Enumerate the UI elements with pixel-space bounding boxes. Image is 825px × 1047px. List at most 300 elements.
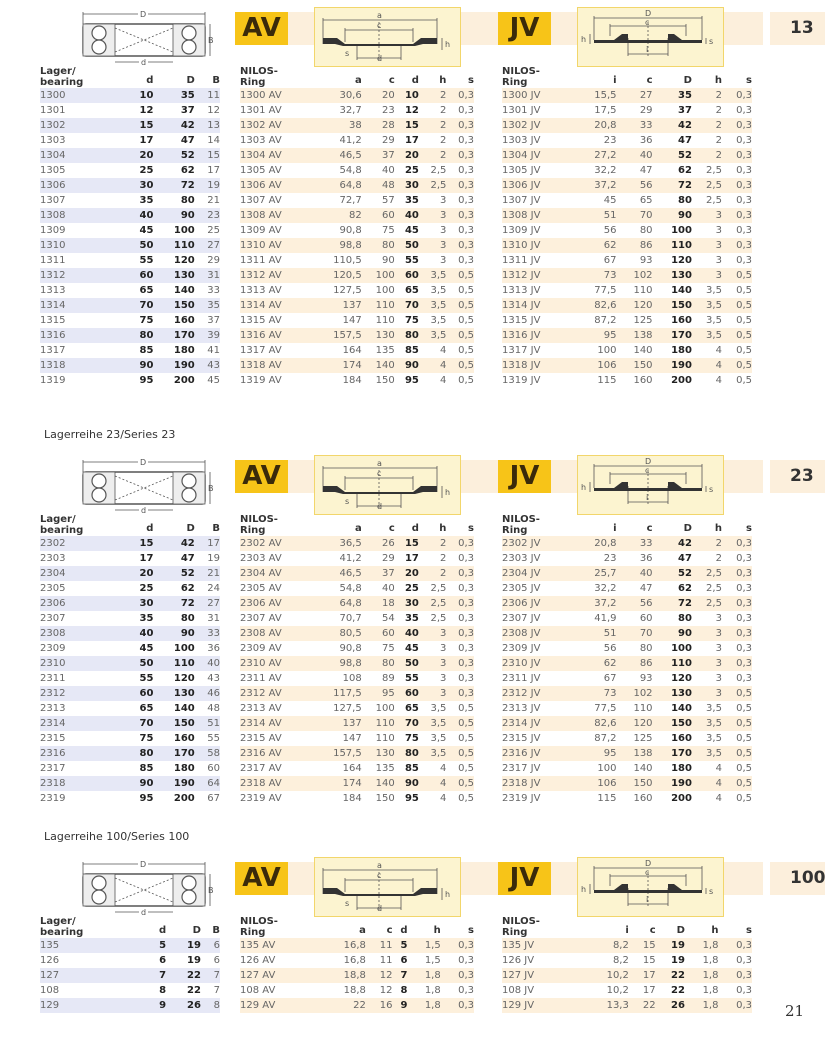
table-cell: 110 xyxy=(633,703,653,714)
table-cell: 3 xyxy=(440,195,447,206)
table-cell: 2303 AV xyxy=(240,553,282,564)
table-cell: 0,5 xyxy=(446,776,474,791)
col-header-designation: NILOS- Ring xyxy=(240,66,278,88)
table-row xyxy=(502,178,752,193)
table-row xyxy=(502,968,752,983)
table-cell: 12 xyxy=(366,968,393,983)
table-cell: 95 xyxy=(362,686,395,701)
table-cell: 42 xyxy=(153,118,194,133)
table-cell: 2 xyxy=(440,553,447,564)
table-cell: 51 xyxy=(575,626,617,641)
table-cell: 140 xyxy=(633,763,653,774)
table-cell: 2,5 xyxy=(430,613,447,624)
table-cell: 147 xyxy=(342,733,362,744)
table-cell: 15 xyxy=(126,118,154,133)
table-cell: 4 xyxy=(715,793,722,804)
svg-text:c: c xyxy=(645,18,650,27)
table-cell: 160 xyxy=(173,733,195,744)
table-cell: 3 xyxy=(440,255,447,266)
table-cell: 1319 AV xyxy=(240,375,282,386)
table-cell: 160 xyxy=(173,315,195,326)
table-cell: 1304 AV xyxy=(240,148,312,163)
table-cell: 3 xyxy=(692,626,722,641)
jv-ring-diagram-icon xyxy=(578,456,723,514)
table-cell: 8 xyxy=(400,985,408,996)
table-row xyxy=(40,791,220,806)
table-cell: 75 xyxy=(404,733,419,744)
table-cell: 30 xyxy=(395,596,419,611)
col-header: d xyxy=(400,925,408,936)
table-cell: 2308 AV xyxy=(240,626,312,641)
table-cell: 1306 JV xyxy=(502,178,575,193)
page-number: 21 xyxy=(785,1002,805,1020)
table-cell: 98,8 xyxy=(312,238,362,253)
table-cell: 140 xyxy=(633,345,653,356)
table-cell: 0,3 xyxy=(736,985,752,996)
table-cell: 2 xyxy=(715,135,722,146)
table-cell: 150 xyxy=(153,298,194,313)
table-cell: 5 xyxy=(148,938,166,953)
col-header: s xyxy=(746,523,752,534)
table-cell: 40 xyxy=(382,583,395,594)
svg-text:s: s xyxy=(709,485,714,494)
table-cell: 106 xyxy=(575,776,617,791)
table-row xyxy=(40,88,220,103)
svg-text:D: D xyxy=(140,458,147,467)
table-cell: 100 xyxy=(173,643,195,654)
table-row xyxy=(240,968,474,983)
table-row xyxy=(240,671,474,686)
table-cell: 8 xyxy=(201,998,220,1013)
svg-text:d: d xyxy=(377,502,383,511)
table-cell: 3 xyxy=(715,613,722,624)
table-cell: 45 xyxy=(404,225,419,236)
table-cell: 102 xyxy=(617,268,653,283)
table-cell: 12 xyxy=(404,105,419,116)
table-cell: 93 xyxy=(639,255,653,266)
table-cell: 2316 xyxy=(40,746,126,761)
table-cell: 16,8 xyxy=(319,938,366,953)
table-cell: 2,5 xyxy=(706,165,722,176)
table-cell: 100 xyxy=(597,763,617,774)
table-row xyxy=(240,253,474,268)
svg-text:i: i xyxy=(646,493,649,502)
table-cell: 40 xyxy=(126,626,154,641)
table-row xyxy=(40,983,220,998)
av-ring-diagram-icon xyxy=(315,456,460,514)
table-cell: 23 xyxy=(382,105,395,116)
table-row xyxy=(40,761,220,776)
table-cell: 19 xyxy=(187,955,201,966)
table-cell: 22 xyxy=(656,968,685,983)
table-row xyxy=(502,253,752,268)
table-cell: 54,8 xyxy=(339,583,362,594)
table-cell: 1,8 xyxy=(407,968,440,983)
table-cell: 13,3 xyxy=(582,998,629,1013)
table-cell: 93 xyxy=(639,673,653,684)
table-cell: 1300 xyxy=(40,88,126,103)
svg-text:d: d xyxy=(377,54,383,63)
table-cell: 2314 AV xyxy=(240,716,312,731)
table-cell: 36,5 xyxy=(312,536,362,551)
table-cell: 72,7 xyxy=(339,195,362,206)
table-row xyxy=(40,953,220,968)
table-cell: 80 xyxy=(395,328,419,343)
table-cell: 9 xyxy=(148,998,166,1013)
svg-text:s: s xyxy=(345,49,350,58)
table-cell: 2 xyxy=(440,105,447,116)
table-cell: 1311 AV xyxy=(240,255,282,266)
table-cell: 1309 AV xyxy=(240,225,282,236)
table-cell: 3,5 xyxy=(692,328,722,343)
table-cell: 129 xyxy=(40,998,148,1013)
table-cell: 170 xyxy=(653,328,692,343)
table-row xyxy=(240,641,474,656)
table-cell: 0,5 xyxy=(722,298,752,313)
bearing-table xyxy=(40,514,220,806)
table-row xyxy=(40,776,220,791)
table-cell: 12 xyxy=(139,105,154,116)
table-cell: 27 xyxy=(195,596,220,611)
table-cell: 85 xyxy=(139,345,154,356)
table-cell: 6 xyxy=(201,938,220,953)
table-cell: 56 xyxy=(603,225,617,236)
table-cell: 10 xyxy=(395,88,419,103)
table-cell: 4 xyxy=(440,763,447,774)
table-cell: 1318 xyxy=(40,358,126,373)
table-cell: 4 xyxy=(419,358,447,373)
svg-text:B: B xyxy=(208,886,214,895)
table-cell: 87,2 xyxy=(594,733,617,744)
table-cell: 140 xyxy=(362,776,395,791)
table-cell: 0,5 xyxy=(458,793,474,804)
table-cell: 35 xyxy=(139,613,154,624)
table-row xyxy=(40,148,220,163)
table-cell: 18,8 xyxy=(343,985,366,996)
table-cell: 1300 JV xyxy=(502,88,575,103)
table-cell: 1313 xyxy=(40,285,66,296)
table-cell: 0,3 xyxy=(458,583,474,594)
table-cell: 7 xyxy=(213,985,220,996)
jv-ring-diagram-icon xyxy=(578,858,723,916)
table-cell: 17 xyxy=(139,135,154,146)
table-row xyxy=(40,581,220,596)
table-cell: 60 xyxy=(362,626,395,641)
table-cell: 110 xyxy=(633,285,653,296)
table-row xyxy=(240,373,474,388)
table-cell: 15 xyxy=(395,118,419,133)
table-cell: 90 xyxy=(126,776,154,791)
table-cell: 102 xyxy=(617,686,653,701)
table-cell: 2309 JV xyxy=(502,643,541,654)
table-cell: 127 xyxy=(40,968,148,983)
table-cell: 140 xyxy=(173,285,195,296)
table-cell: 10 xyxy=(126,88,154,103)
table-cell: 37 xyxy=(678,105,692,116)
table-cell: 1305 JV xyxy=(502,165,541,176)
table-cell: 1300 AV xyxy=(240,88,312,103)
table-cell: 0,3 xyxy=(736,225,752,236)
table-row xyxy=(502,611,752,626)
table-cell: 6 xyxy=(159,955,167,966)
table-cell: 29 xyxy=(639,105,653,116)
table-cell: 0,3 xyxy=(736,613,752,624)
table-row xyxy=(502,148,752,163)
col-header: a xyxy=(359,925,366,936)
table-cell: 47 xyxy=(180,553,195,564)
table-cell: 2,5 xyxy=(692,178,722,193)
table-cell: 100 xyxy=(362,268,395,283)
svg-text:d: d xyxy=(377,904,383,913)
av-ring-table xyxy=(240,66,474,388)
table-cell: 1308 xyxy=(40,208,126,223)
table-cell: 2314 xyxy=(40,716,126,731)
col-header: s xyxy=(746,925,752,936)
table-row xyxy=(40,716,220,731)
table-cell: 90 xyxy=(653,626,692,641)
table-cell: 64,8 xyxy=(312,596,362,611)
table-cell: 2310 xyxy=(40,656,126,671)
table-row xyxy=(502,656,752,671)
table-cell: 25 xyxy=(139,583,154,594)
table-cell: 130 xyxy=(362,746,395,761)
table-cell: 100 xyxy=(597,345,617,356)
table-cell: 0,5 xyxy=(736,345,752,356)
table-cell: 0,3 xyxy=(458,643,474,654)
table-cell: 0,3 xyxy=(458,553,474,564)
band xyxy=(723,12,763,45)
table-cell: 40 xyxy=(395,208,419,223)
table-cell: 0,3 xyxy=(736,135,752,146)
table-cell: 3 xyxy=(692,686,722,701)
table-cell: 23 xyxy=(195,208,220,223)
table-cell: 45 xyxy=(139,643,154,654)
table-cell: 2,5 xyxy=(419,178,447,193)
table-cell: 2 xyxy=(692,88,722,103)
table-cell: 138 xyxy=(617,746,653,761)
table-cell: 86 xyxy=(617,656,653,671)
table-row xyxy=(40,611,220,626)
table-row xyxy=(502,238,752,253)
table-cell: 2316 JV xyxy=(502,746,575,761)
table-cell: 125 xyxy=(633,733,653,744)
col-header: D xyxy=(683,523,692,534)
table-cell: 0,5 xyxy=(722,358,752,373)
table-cell: 1305 AV xyxy=(240,165,282,176)
svg-text:c: c xyxy=(645,868,650,877)
table-cell: 150 xyxy=(153,716,194,731)
table-cell: 3,5 xyxy=(430,703,447,714)
table-cell: 35 xyxy=(139,195,154,206)
table-cell: 70 xyxy=(395,298,419,313)
table-cell: 27,2 xyxy=(575,148,617,163)
table-cell: 3,5 xyxy=(692,746,722,761)
table-row xyxy=(240,656,474,671)
table-cell: 35 xyxy=(195,298,220,313)
table-row xyxy=(502,103,752,118)
table-cell: 70 xyxy=(395,716,419,731)
table-cell: 100 xyxy=(671,643,692,654)
table-cell: 90 xyxy=(153,626,194,641)
table-cell: 80 xyxy=(678,613,692,624)
table-cell: 6 xyxy=(213,955,220,966)
table-cell: 100 xyxy=(375,285,395,296)
col-header: h xyxy=(711,925,719,936)
table-cell: 35 xyxy=(404,195,419,206)
table-row xyxy=(40,671,220,686)
table-cell: 3,5 xyxy=(419,298,447,313)
table-cell: 0,5 xyxy=(722,686,752,701)
table-cell: 200 xyxy=(173,375,195,386)
table-row xyxy=(502,283,752,298)
table-cell: 1312 AV xyxy=(240,268,312,283)
table-row xyxy=(40,641,220,656)
svg-text:c: c xyxy=(645,466,650,475)
table-cell: 45 xyxy=(139,225,154,236)
table-cell: 32,2 xyxy=(594,583,617,594)
table-cell: 1314 xyxy=(40,298,126,313)
table-cell: 17 xyxy=(642,985,656,996)
table-cell: 36 xyxy=(639,553,653,564)
table-cell: 12 xyxy=(379,985,393,996)
table-cell: 3 xyxy=(440,643,447,654)
table-cell: 137 xyxy=(312,298,362,313)
table-cell: 2 xyxy=(419,536,447,551)
table-cell: 41 xyxy=(207,345,220,356)
table-row xyxy=(40,596,220,611)
table-cell: 1310 AV xyxy=(240,238,312,253)
table-cell: 2,5 xyxy=(419,596,447,611)
table-cell: 110 xyxy=(653,656,692,671)
col-header-designation: NILOS- Ring xyxy=(240,514,278,536)
table-cell: 56 xyxy=(603,643,617,654)
table-cell: 1318 JV xyxy=(502,358,575,373)
table-cell: 13 xyxy=(195,118,220,133)
table-cell: 0,3 xyxy=(458,225,474,236)
table-cell: 150 xyxy=(375,793,395,804)
table-row xyxy=(40,298,220,313)
svg-text:a: a xyxy=(377,11,382,20)
col-header: i xyxy=(613,75,617,86)
table-cell: 7 xyxy=(393,968,408,983)
table-cell: 2318 AV xyxy=(240,776,312,791)
table-cell: 0,5 xyxy=(722,776,752,791)
table-cell: 2316 AV xyxy=(240,746,312,761)
table-row xyxy=(502,761,752,776)
table-row xyxy=(40,358,220,373)
svg-text:s: s xyxy=(709,37,714,46)
table-cell: 7 xyxy=(201,968,220,983)
table-cell: 0,3 xyxy=(458,673,474,684)
table-cell: 164 xyxy=(342,763,362,774)
table-cell: 0,3 xyxy=(722,596,752,611)
table-cell: 80,5 xyxy=(312,626,362,641)
table-cell: 4 xyxy=(692,776,722,791)
table-cell: 200 xyxy=(173,793,195,804)
table-row xyxy=(240,88,474,103)
table-cell: 1318 AV xyxy=(240,358,312,373)
table-cell: 0,3 xyxy=(722,178,752,193)
table-row xyxy=(240,536,474,551)
table-cell: 2315 xyxy=(40,733,66,744)
table-cell: 120 xyxy=(671,673,692,684)
table-cell: 30 xyxy=(395,178,419,193)
table-cell: 65 xyxy=(139,285,154,296)
table-row xyxy=(40,938,220,953)
table-cell: 72 xyxy=(153,178,194,193)
table-cell: 28 xyxy=(362,118,395,133)
table-row xyxy=(502,551,752,566)
table-cell: 45 xyxy=(207,375,220,386)
table-cell: 110 xyxy=(153,238,194,253)
table-row xyxy=(240,223,474,238)
table-cell: 3,5 xyxy=(706,733,722,744)
table-cell: 67 xyxy=(603,255,617,266)
table-cell: 127 JV xyxy=(502,968,582,983)
bearing-diagram-icon xyxy=(77,860,217,920)
table-cell: 56 xyxy=(617,178,653,193)
table-cell: 137 xyxy=(312,716,362,731)
table-cell: 135 JV xyxy=(502,938,582,953)
table-cell: 80 xyxy=(639,225,653,236)
table-cell: 3,5 xyxy=(419,716,447,731)
table-cell: 180 xyxy=(173,345,195,356)
table-cell: 184 xyxy=(342,793,362,804)
svg-text:d: d xyxy=(141,506,147,515)
table-row xyxy=(40,656,220,671)
table-cell: 0,5 xyxy=(722,746,752,761)
table-cell: 0,5 xyxy=(446,298,474,313)
svg-text:c: c xyxy=(377,871,382,880)
table-cell: 190 xyxy=(653,358,692,373)
table-cell: 0,5 xyxy=(736,375,752,386)
table-cell: 3 xyxy=(715,255,722,266)
band xyxy=(723,460,763,493)
table-row xyxy=(240,716,474,731)
table-cell: 46,5 xyxy=(312,566,362,581)
table-cell: 23 xyxy=(603,553,617,564)
table-row xyxy=(502,596,752,611)
col-header: i xyxy=(613,523,617,534)
table-cell: 2307 xyxy=(40,613,66,624)
table-cell: 80 xyxy=(362,656,395,671)
col-header: B xyxy=(212,523,220,534)
table-row xyxy=(502,791,752,806)
table-cell: 110,5 xyxy=(333,255,362,266)
table-cell: 47 xyxy=(639,583,653,594)
table-cell: 20 xyxy=(362,88,395,103)
table-cell: 1308 JV xyxy=(502,208,575,223)
table-cell: 0,3 xyxy=(446,566,474,581)
table-cell: 2311 JV xyxy=(502,673,541,684)
table-cell: 0,3 xyxy=(736,955,752,966)
table-row xyxy=(240,701,474,716)
table-cell: 2304 JV xyxy=(502,566,575,581)
table-cell: 55 xyxy=(139,255,154,266)
table-cell: 1,8 xyxy=(424,985,441,996)
table-cell: 67 xyxy=(603,673,617,684)
band xyxy=(723,862,763,895)
table-row xyxy=(240,686,474,701)
table-cell: 15 xyxy=(195,148,220,163)
table-cell: 2 xyxy=(715,553,722,564)
table-cell: 55 xyxy=(207,733,220,744)
table-cell: 15 xyxy=(126,536,154,551)
table-cell: 3 xyxy=(715,225,722,236)
table-cell: 110 xyxy=(375,315,395,326)
table-cell: 135 xyxy=(375,763,395,774)
table-cell: 2,5 xyxy=(430,165,447,176)
